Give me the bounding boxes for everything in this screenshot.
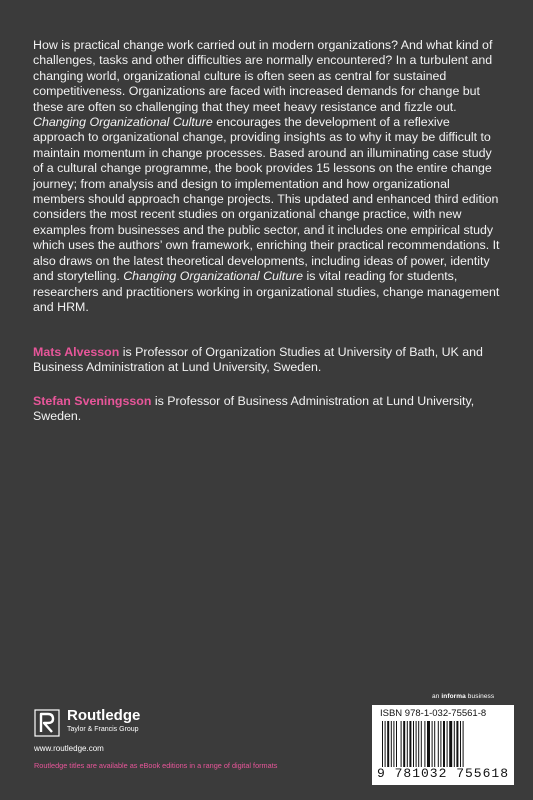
isbn-label: ISBN 978-1-032-75561-8: [380, 708, 487, 719]
blurb-paragraph-2: encourages the development of a reflexive approach to organizational change, providing insights as to why it may be difficult to maintain momentum in change processes. Based around an illuminating case study of a cultural change programme, the book provides 15 lessons on the entire change journey; from analysis and design to implementation and how organizational members should approach change projects. This updated and enhanced third edition considers the most recent studies on organizational change practice, with new examples from businesses and the public sector, and it includes one empirical study which uses the authors’ own framework, enriching their practical recommendations. It also draws on the latest theoretical developments, including ideas of power, identity and storytelling.: [33, 115, 500, 284]
publisher-group: Taylor & Francis Group: [67, 726, 139, 733]
publisher-logo: [34, 707, 174, 743]
book-title-italic: Changing Organizational Culture: [33, 115, 213, 130]
publisher-website[interactable]: www.routledge.com: [34, 744, 104, 753]
informa-brand: informa: [441, 693, 466, 700]
author-bio: [33, 345, 503, 376]
blurb-text: [33, 38, 503, 315]
routledge-r-logo-icon: [34, 709, 60, 737]
blurb-paragraph-3: is vital reading for students, researchers and practitioners working in organizational studies, change management and HRM.: [33, 269, 500, 314]
ebook-note: Routledge titles are available as eBook editions in a range of digital formats: [34, 761, 278, 770]
author-name: Mats Alvesson: [33, 345, 120, 359]
author-name: Stefan Sveningsson: [33, 394, 152, 408]
barcode-digits: 9 781032 755618: [376, 766, 510, 781]
barcode-bars: [382, 721, 506, 767]
informa-business-label: an informa business: [432, 693, 495, 700]
barcode: [372, 705, 514, 785]
author-bio-text: is Professor of Organization Studies at University of Bath, UK and Business Administration at Lund University, Sweden.: [33, 345, 483, 375]
blurb-paragraph-1: How is practical change work carried out in modern organizations? And what kind of challenges, tasks and other difficulties are normally encountered? In a turbulent and changing world, organizational culture is often seen as central for sustained competitiveness. Organizations are faced with increased demands for change but these are often so challenging that they meet heavy resistance and fizzle out.: [33, 38, 493, 114]
author-bio-text: is Professor of Business Administration at Lund University, Sweden.: [33, 394, 475, 424]
publisher-name: Routledge: [67, 707, 141, 724]
author-bio: [33, 394, 503, 425]
book-title-italic: Changing Organizational Culture: [123, 269, 304, 284]
